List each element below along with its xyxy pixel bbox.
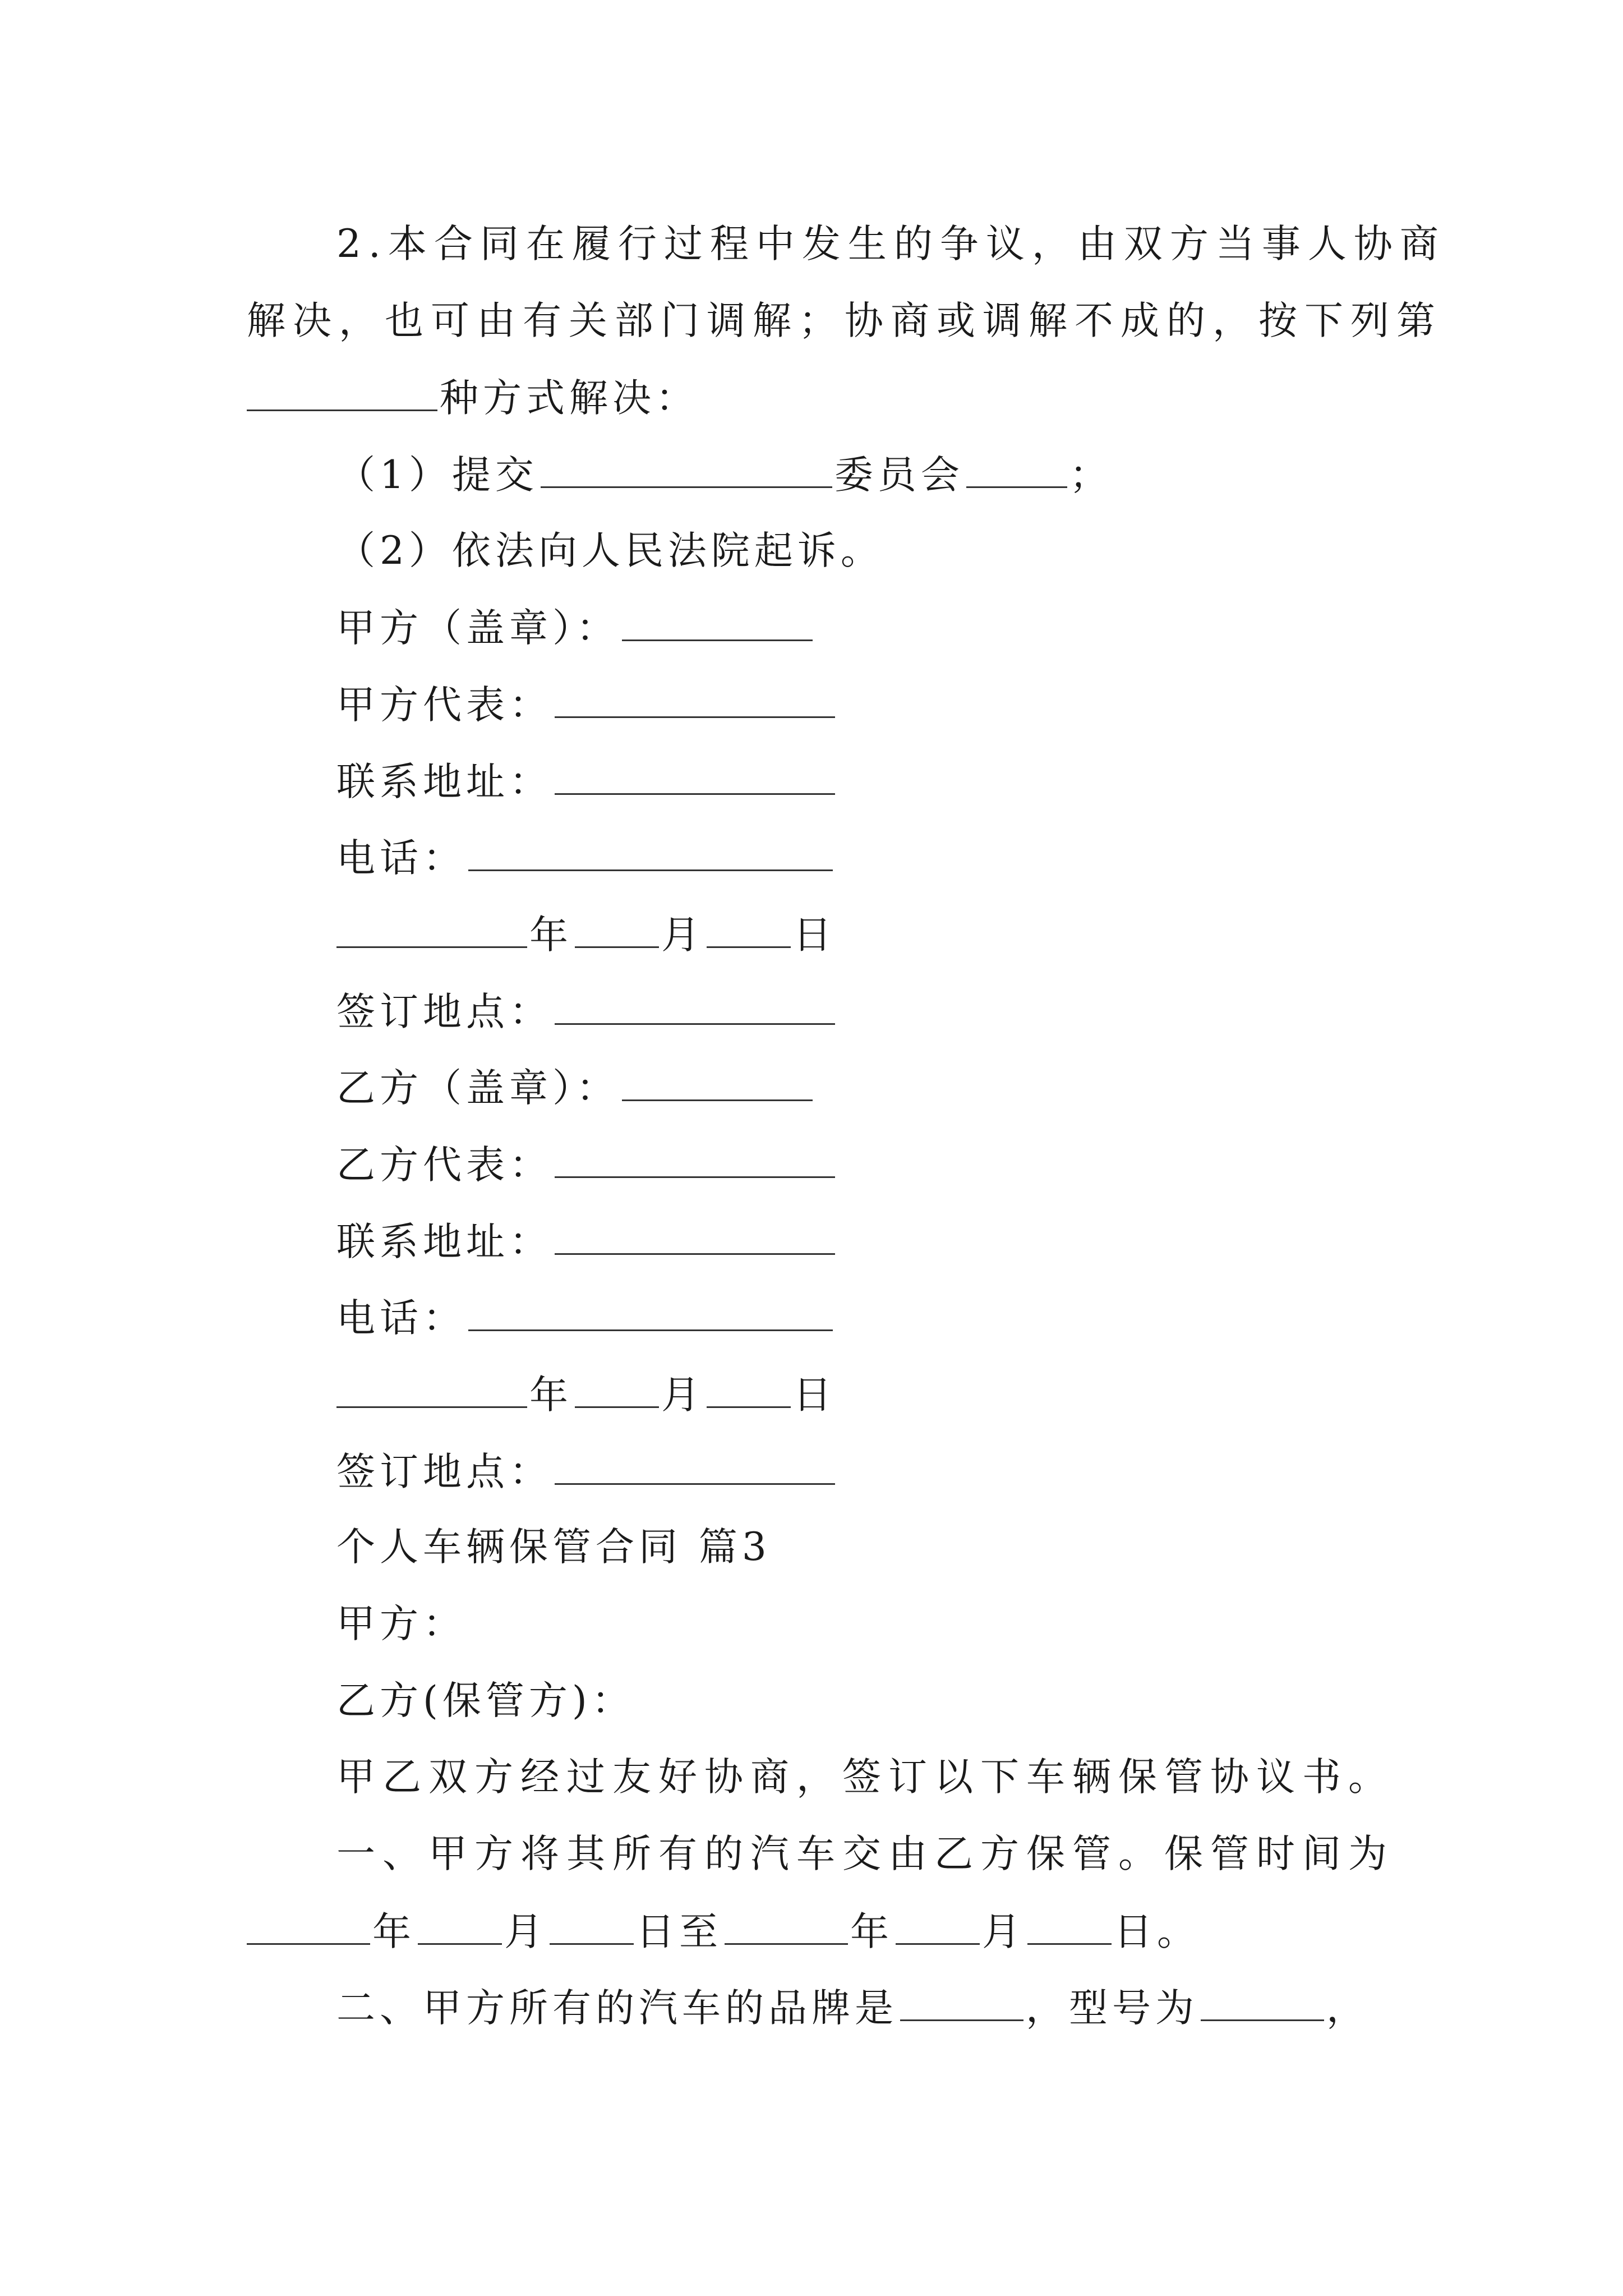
fill-blank[interactable] xyxy=(622,1065,813,1101)
fill-blank[interactable] xyxy=(550,1908,634,1945)
fill-blank[interactable] xyxy=(247,1908,370,1945)
field-label: 甲方代表： xyxy=(336,683,552,728)
field-label: 甲方（盖章）： xyxy=(336,606,620,651)
text: 乙方(保管方)： xyxy=(336,1678,635,1723)
paragraph-line xyxy=(336,1755,1394,1800)
text: 种方式解决： xyxy=(440,376,699,421)
fill-blank[interactable] xyxy=(555,1142,835,1178)
field-label: 联系地址： xyxy=(336,760,552,804)
fill-blank[interactable] xyxy=(468,1295,833,1331)
text: 日 xyxy=(793,1373,836,1418)
text: 甲乙双方经过友好协商，签订以下车辆保管协议书。 xyxy=(336,1755,1394,1800)
text: 日至 xyxy=(636,1910,722,1954)
text: 委员会 xyxy=(834,453,964,498)
signature-field xyxy=(336,1448,837,1494)
text: ，型号为 xyxy=(1026,1986,1198,2031)
text: 解决，也可由有关部门调解；协商或调解不成的，按下列第 xyxy=(247,298,1442,343)
field-label: 乙方（盖章）： xyxy=(336,1066,620,1111)
fill-blank[interactable] xyxy=(555,1218,835,1255)
party-line xyxy=(336,1678,635,1723)
fill-blank[interactable] xyxy=(541,452,832,488)
fill-blank[interactable] xyxy=(725,1908,848,1945)
option-line xyxy=(336,452,1113,498)
signature-field xyxy=(336,1142,837,1188)
section-heading xyxy=(336,1525,771,1570)
fill-blank[interactable] xyxy=(555,988,835,1025)
fill-blank[interactable] xyxy=(966,452,1067,488)
text: 月 xyxy=(982,1910,1025,1954)
date-field xyxy=(336,912,836,958)
fill-blank[interactable] xyxy=(336,912,527,948)
option-line xyxy=(336,528,884,573)
fill-blank[interactable] xyxy=(1201,1985,1324,2021)
fill-blank[interactable] xyxy=(247,375,437,411)
fill-blank[interactable] xyxy=(1027,1908,1112,1945)
date-range-line xyxy=(247,1908,1200,1954)
date-field xyxy=(336,1372,836,1418)
field-label: 联系地址： xyxy=(336,1220,552,1264)
paragraph-line xyxy=(247,375,699,421)
party-line xyxy=(336,1602,466,1646)
text: 月 xyxy=(504,1910,547,1954)
paragraph-line xyxy=(336,1985,1370,2031)
fill-blank[interactable] xyxy=(707,912,791,948)
signature-field xyxy=(336,1295,835,1341)
paragraph-line xyxy=(247,298,1442,343)
field-label: 电话： xyxy=(336,1296,466,1341)
paragraph-line xyxy=(336,1832,1394,1876)
fill-blank[interactable] xyxy=(900,1985,1023,2021)
text: ， xyxy=(1326,1986,1370,2031)
fill-blank[interactable] xyxy=(707,1372,791,1408)
text: ； xyxy=(1069,453,1113,498)
field-label: 乙方代表： xyxy=(336,1143,552,1188)
signature-field xyxy=(336,835,835,881)
text: 月 xyxy=(661,1373,704,1418)
fill-blank[interactable] xyxy=(555,758,835,795)
text: 日 xyxy=(793,913,836,958)
signature-field xyxy=(336,1065,815,1111)
field-label: 签订地点： xyxy=(336,990,552,1034)
fill-blank[interactable] xyxy=(622,605,813,641)
fill-blank[interactable] xyxy=(336,1372,527,1408)
field-label: 电话： xyxy=(336,836,466,881)
text: 年 xyxy=(529,913,573,958)
field-label: 签订地点： xyxy=(336,1450,552,1494)
signature-field xyxy=(336,758,837,804)
signature-field xyxy=(336,1218,837,1264)
fill-blank[interactable] xyxy=(418,1908,502,1945)
signature-field xyxy=(336,605,815,651)
text: （2）依法向人民法院起诉。 xyxy=(336,528,884,573)
fill-blank[interactable] xyxy=(555,1448,835,1485)
text: 甲方： xyxy=(336,1602,466,1646)
paragraph-line xyxy=(336,222,1446,266)
text: 年 xyxy=(850,1910,893,1954)
text: 年 xyxy=(372,1910,416,1954)
text: （1）提交 xyxy=(336,453,538,498)
text: 年 xyxy=(529,1373,573,1418)
text: 一、甲方将其所有的汽车交由乙方保管。保管时间为 xyxy=(336,1832,1394,1876)
text: 日。 xyxy=(1114,1910,1200,1954)
fill-blank[interactable] xyxy=(555,682,835,718)
fill-blank[interactable] xyxy=(575,1372,659,1408)
text: 月 xyxy=(661,913,704,958)
signature-field xyxy=(336,682,837,728)
heading-text: 个人车辆保管合同 篇3 xyxy=(336,1525,771,1570)
fill-blank[interactable] xyxy=(468,835,833,871)
signature-field xyxy=(336,988,837,1034)
fill-blank[interactable] xyxy=(896,1908,980,1945)
text: 2.本合同在履行过程中发生的争议，由双方当事人协商 xyxy=(336,222,1446,266)
fill-blank[interactable] xyxy=(575,912,659,948)
text: 二、甲方所有的汽车的品牌是 xyxy=(336,1986,898,2031)
